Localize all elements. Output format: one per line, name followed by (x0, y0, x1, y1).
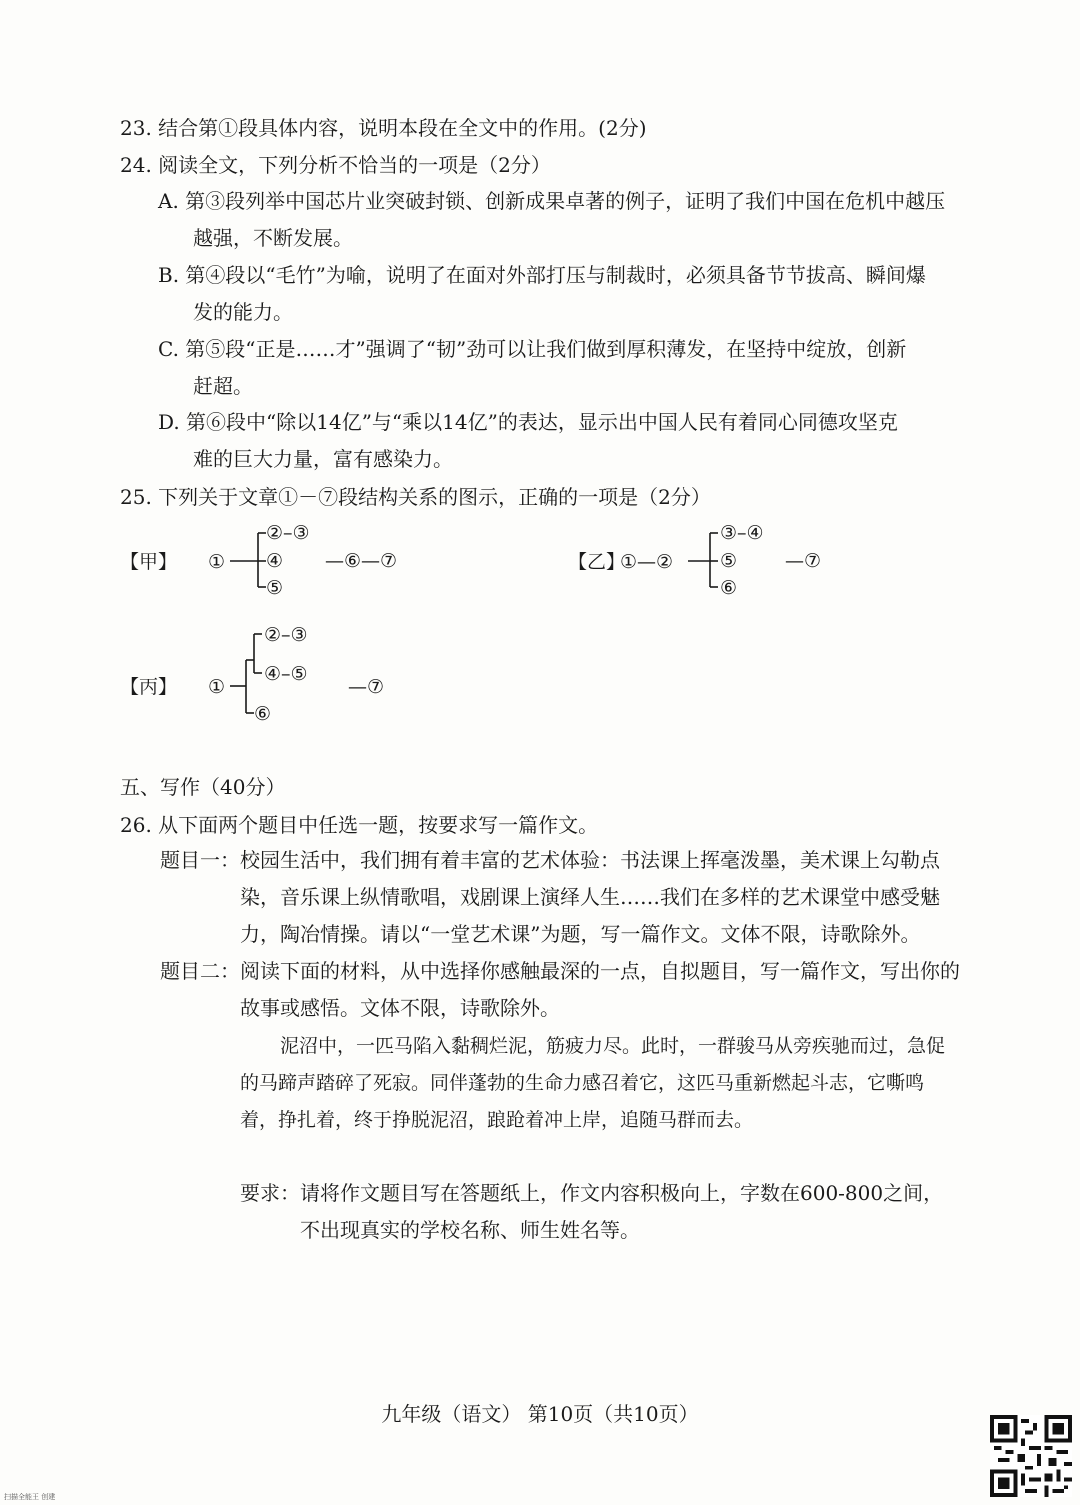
writing-requirement: 要求：请将作文题目写在答题纸上，作文内容积极向上，字数在600-800之间，不出现真实的学校名称、师生姓名等。 (240, 1181, 944, 1242)
diagram-bing-bracket (230, 634, 262, 713)
q24-option-c-line1: C. 第⑤段“正是……才”强调了“韧”劲可以让我们做到厚积薄发，在坚持中绽放，创新 (158, 337, 907, 361)
diagram-jia-branch-2: ④ (266, 550, 284, 572)
material-passage: 泥沼中，一匹马陷入黏稠烂泥，筋疲力尽。此时，一群骏马从旁疾驰而过，急促的马蹄声踏碎了死寂。同伴蓬勃的生命力感召着它，这匹马重新燃起斗志，它嘶鸣着，挣扎着，终于挣脱泥沼，踉跄着冲上岸，追随马群而去。 (240, 1035, 946, 1131)
qr-code-icon (990, 1415, 1072, 1497)
diagram-yi-tail: —⑦ (785, 550, 822, 572)
q24-option-b-line2: 发的能力。 (193, 300, 293, 324)
topic-two: 题目二：阅读下面的材料，从中选择你感触最深的一点，自拟题目，写一篇作文，写出你的故事或感悟。文体不限，诗歌除外。 (160, 959, 960, 1020)
q24-option-a-line1: A. 第③段列举中国芯片业突破封锁、创新成果卓著的例子，证明了我们中国在危机中越压 (158, 189, 946, 213)
question-26-stem: 26. 从下面两个题目中任选一题，按要求写一篇作文。 (120, 813, 599, 837)
diagram-jia (120, 522, 397, 599)
diagram-jia-bracket (230, 533, 266, 587)
diagram-yi-branch-3: ⑥ (720, 577, 738, 599)
q24-option-c-line2: 赶超。 (193, 374, 253, 398)
diagram-jia-branch-1: ②–③ (266, 522, 310, 544)
diagram-yi-branch-2: ⑤ (720, 550, 738, 572)
topic-one: 题目一：校园生活中，我们拥有着丰富的艺术体验：书法课上挥毫泼墨，美术课上勾勒点染，音乐课上纵情歌唱，戏剧课上演绎人生……我们在多样的艺术课堂中感受魅力，陶冶情操。请以“一堂艺术课”为题，写一篇作文。文体不限，诗歌除外。 (160, 848, 940, 946)
diagram-bing-tail: —⑦ (348, 676, 385, 698)
diagram-bing-branch-1: ②–③ (264, 624, 308, 646)
diagram-yi-bracket (688, 533, 718, 587)
question-24-stem: 24. 阅读全文，下列分析不恰当的一项是（2分） (120, 153, 551, 177)
q24-option-d-line2: 难的巨大力量，富有感染力。 (193, 447, 453, 471)
diagram-jia-label: 【甲】 (120, 551, 178, 573)
scanner-watermark: 扫描全能王 创建 (4, 1493, 56, 1501)
diagram-jia-start: ① (208, 551, 226, 573)
q24-option-d-line1: D. 第⑥段中“除以14亿”与“乘以14亿”的表达，显示出中国人民有着同心同德攻坚克 (158, 410, 898, 434)
diagram-yi (568, 522, 821, 599)
section-writing-heading: 五、写作（40分） (120, 775, 286, 799)
q24-option-b-line1: B. 第④段以“毛竹”为喻，说明了在面对外部打压与制裁时，必须具备节节拔高、瞬间爆 (158, 263, 926, 287)
diagram-jia-branch-3: ⑤ (266, 577, 284, 599)
diagram-yi-branch-1: ③–④ (720, 522, 764, 544)
question-25-stem: 25. 下列关于文章①－⑦段结构关系的图示，正确的一项是（2分） (120, 485, 711, 509)
diagram-bing-branch-3: ⑥ (254, 703, 272, 725)
diagram-bing-label: 【丙】 (120, 676, 178, 698)
structure-diagrams (120, 515, 880, 730)
question-23: 23. 结合第①段具体内容，说明本段在全文中的作用。(2分) (120, 116, 647, 140)
page-footer: 九年级（语文） 第10页（共10页） (381, 1402, 699, 1426)
diagram-yi-label: 【乙】 (568, 551, 626, 573)
diagram-bing (120, 624, 384, 725)
diagram-bing-start: ① (208, 676, 226, 698)
diagram-yi-start: ①—② (620, 551, 674, 573)
diagram-bing-branch-2: ④–⑤ (264, 663, 308, 685)
q24-option-a-line2: 越强，不断发展。 (193, 226, 353, 250)
diagram-jia-tail: —⑥—⑦ (325, 550, 398, 572)
